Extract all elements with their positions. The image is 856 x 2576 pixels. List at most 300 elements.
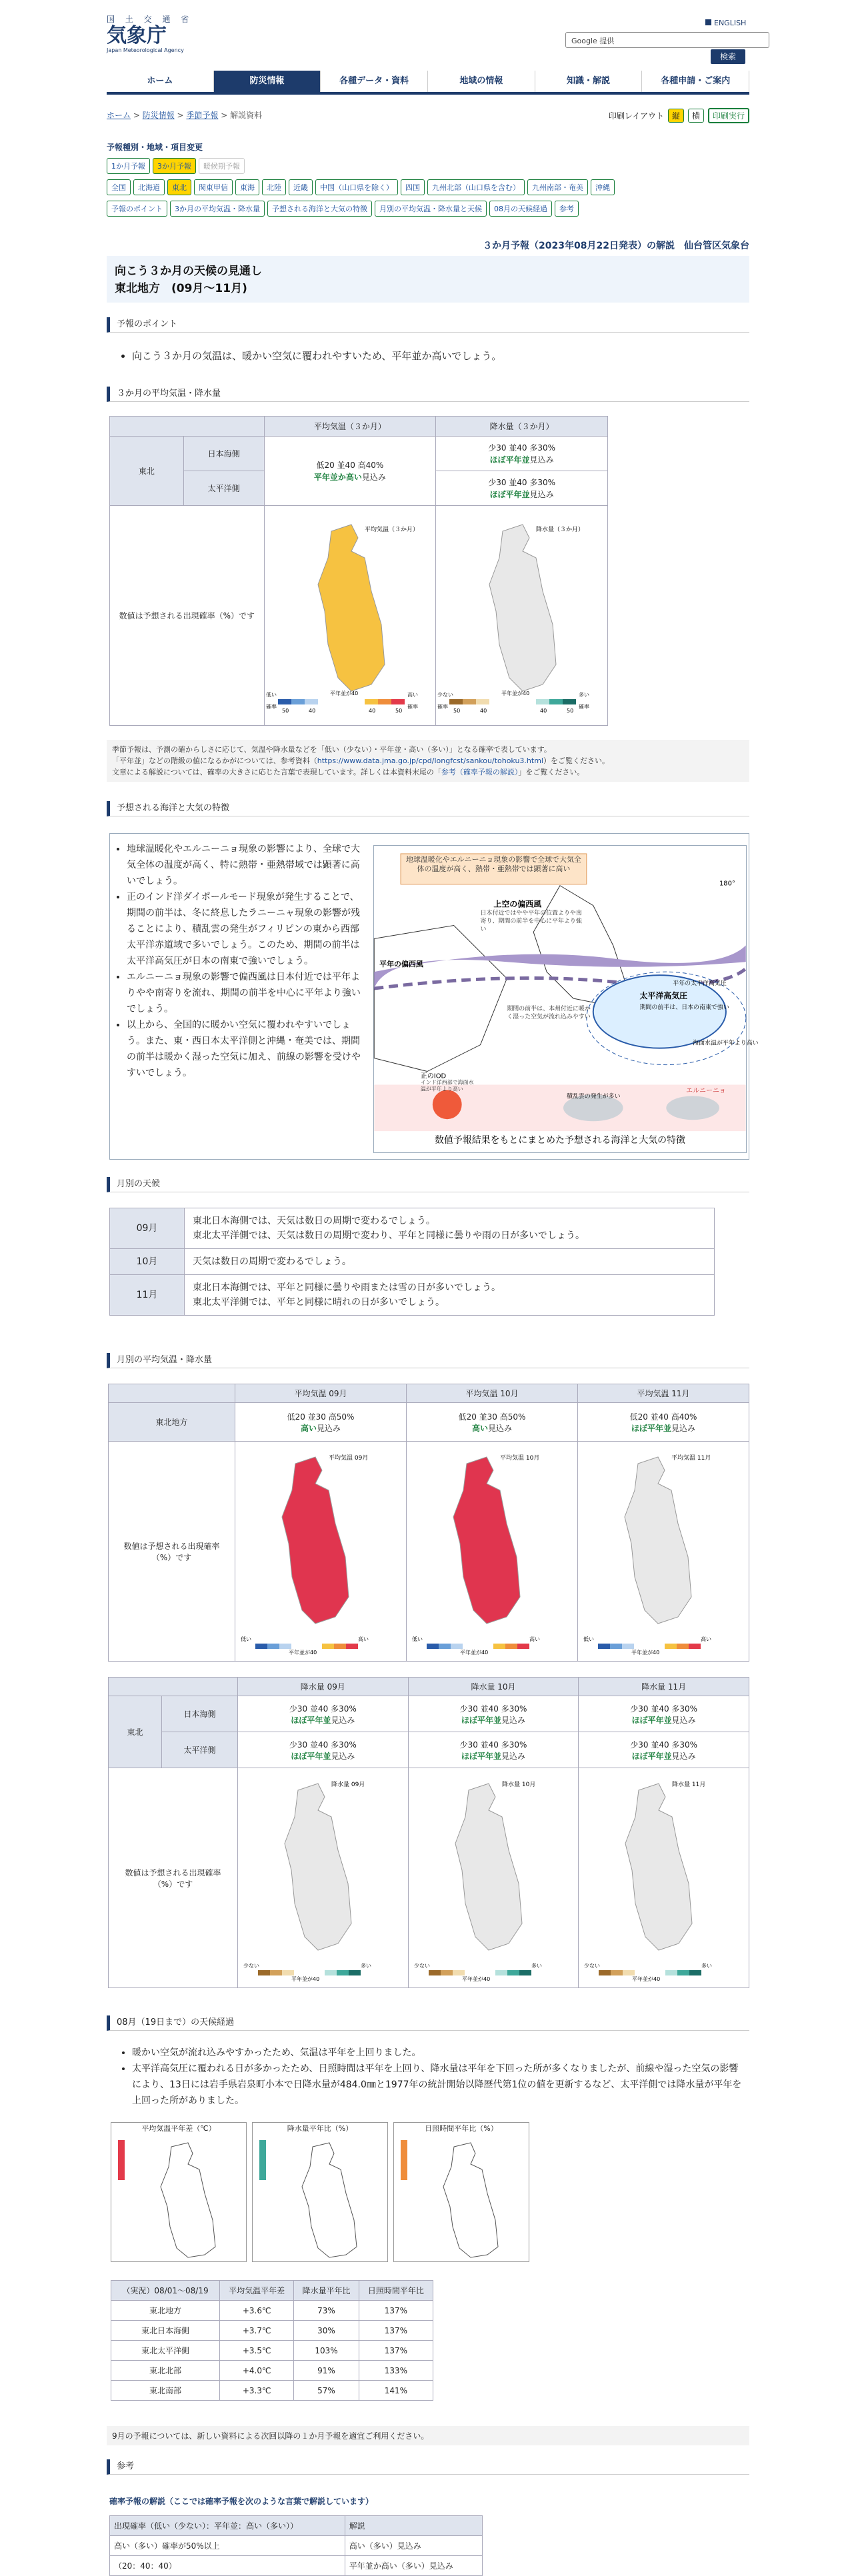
type-warm: 暖候期予報 bbox=[199, 158, 245, 174]
t3-cell bbox=[408, 1696, 579, 1732]
diagram-caption: 数値予報結果をもとにまとめた予想される海洋と大気の特徴 bbox=[435, 1135, 685, 1146]
t3-verdict: ほぼ平年並 bbox=[291, 1751, 331, 1761]
label-pacific-high: 太平洋高気圧 bbox=[639, 991, 688, 1001]
legend-num: 40 bbox=[480, 707, 487, 714]
t3-probs: 少30 並40 多30% bbox=[459, 1740, 527, 1750]
note-text: ）をご覧ください。 bbox=[543, 756, 609, 765]
table-row bbox=[111, 2341, 433, 2361]
legend-swatch bbox=[623, 1970, 635, 1975]
legend-swatch bbox=[427, 1644, 439, 1649]
t1-tail: 見込み bbox=[529, 489, 554, 499]
note-text: 」をご覧ください。 bbox=[518, 768, 585, 776]
month-cell: 09月 bbox=[110, 1208, 185, 1249]
sum-cell: 57% bbox=[294, 2381, 359, 2401]
month-desc bbox=[185, 1249, 715, 1275]
t3-map-cell bbox=[408, 1768, 579, 1988]
map-temp-11 bbox=[578, 1444, 725, 1657]
ref-cell: 平年並か高い（多い）見込み bbox=[345, 2556, 482, 2576]
selector-title: 予報種別・地域・項目変更 bbox=[107, 143, 203, 152]
desc-line: 東北日本海側では、平年と同様に曇りや雨または雪の日が多いでしょう。 bbox=[193, 1282, 501, 1293]
tohoku-region bbox=[285, 1784, 351, 1950]
legend-swatch bbox=[517, 1644, 529, 1649]
aug-temp-shape bbox=[111, 2133, 245, 2260]
nav-region[interactable]: 地域の情報 bbox=[428, 71, 535, 92]
t1-h-temp: 平均気温（３か月） bbox=[264, 417, 436, 437]
legend-swatch bbox=[549, 699, 563, 704]
table-row bbox=[111, 2381, 433, 2401]
ocean-item: • 以上から、全国的に暖かい空気に覆われやすいでしょう。また、東・西日本太平洋側と沖縄・奄美では、期間の前半は暖かく湿った空気に加え、前線の影響を受けやすいでしょう。 bbox=[127, 1017, 368, 1081]
legend-swatch bbox=[689, 1970, 701, 1975]
legend-swatch bbox=[325, 1970, 337, 1975]
legend-swatch bbox=[463, 699, 476, 704]
t2-verdict: 高い bbox=[300, 1423, 317, 1433]
legend-bar bbox=[401, 2140, 407, 2180]
region-chip[interactable]: 四国 bbox=[401, 179, 425, 195]
search-input[interactable]: Google 提供 bbox=[565, 32, 769, 48]
legend-prob: 確率 bbox=[407, 703, 418, 710]
legend-swatch bbox=[291, 699, 305, 704]
tohoku-region bbox=[625, 1784, 692, 1950]
t1-h-prec: 降水量（３か月） bbox=[436, 417, 608, 437]
desc-line: 天気は数日の周期で変わるでしょう。 bbox=[193, 1256, 351, 1267]
t1-prec-verdict: ほぼ平年並 bbox=[489, 455, 530, 465]
jma-logo[interactable] bbox=[107, 13, 193, 53]
site-header bbox=[0, 0, 856, 59]
region-chip[interactable]: 中国（山口県を除く） bbox=[315, 179, 398, 195]
t1-prec-cell bbox=[436, 437, 608, 471]
sum-cell: +4.0℃ bbox=[220, 2361, 294, 2381]
legend-normal: 平年並が40 bbox=[291, 1976, 320, 1982]
aug-prec-map bbox=[252, 2122, 388, 2262]
breadcrumb: ホーム > 防災情報 > 季節予報 > 解説資料 bbox=[107, 111, 263, 120]
doc-title: ３か月予報（2023年08月22日発表）の解説 仙台管区気象台 bbox=[107, 239, 749, 257]
map-title: 平均気温 09月 bbox=[329, 1455, 369, 1462]
legend-swatch bbox=[677, 1644, 689, 1649]
legend-high: 高い bbox=[358, 1636, 369, 1642]
ref-cell: （20：40：40） bbox=[110, 2556, 345, 2576]
legend-high: 高い bbox=[701, 1636, 711, 1642]
ref-link[interactable]: 参考（確率予報の解説） bbox=[441, 768, 519, 776]
aug-map-title: 日照時間平年比（%） bbox=[425, 2124, 498, 2133]
legend-swatch bbox=[611, 1970, 623, 1975]
tohoku-region bbox=[625, 1457, 691, 1624]
month-desc bbox=[185, 1275, 715, 1316]
legend-swatch bbox=[305, 699, 318, 704]
nav-disaster[interactable]: 防災情報 bbox=[214, 71, 321, 92]
tohoku-region bbox=[453, 1457, 520, 1624]
t1-tail: 見込み bbox=[529, 455, 554, 465]
legend-normal: 平年並が40 bbox=[460, 1650, 489, 1656]
search-button[interactable]: 検索 bbox=[711, 49, 745, 64]
map-title: 降水量 09月 bbox=[331, 1782, 365, 1788]
sum-cell: 東北地方 bbox=[111, 2301, 220, 2321]
legend-many: 多い bbox=[579, 691, 590, 698]
t3-header: 降水量 10月 bbox=[408, 1678, 579, 1696]
ref-table bbox=[109, 2515, 483, 2576]
legend-normal: 平年並が40 bbox=[501, 690, 530, 696]
legend-num: 50 bbox=[453, 707, 461, 714]
t2-probs: 低20 並30 高50% bbox=[458, 1412, 526, 1422]
legend-swatch bbox=[278, 699, 291, 704]
sum-cell: +3.6℃ bbox=[220, 2301, 294, 2321]
sum-cell: 133% bbox=[359, 2361, 433, 2381]
bc-home[interactable]: ホーム bbox=[107, 111, 131, 120]
t3-pac: 太平洋側 bbox=[162, 1732, 238, 1768]
item-chip[interactable]: 予報のポイント bbox=[107, 201, 167, 217]
note-text: 文章による解説については、確率の大きさに応じた言葉で表現しています。詳しくは本資料末尾の「 bbox=[112, 768, 441, 776]
t3-tail: 見込み bbox=[331, 1715, 355, 1725]
item-chip[interactable]: 参考 bbox=[555, 201, 579, 217]
aug-sun-map bbox=[393, 2122, 529, 2262]
point-item: • 向こう３か月の気温は、暖かい空気に覆われやすいため、平年並か高いでしょう。 bbox=[132, 348, 501, 364]
legend-swatch bbox=[689, 1644, 701, 1649]
month-desc bbox=[185, 1208, 715, 1249]
cumulus-cloud bbox=[666, 1096, 719, 1120]
legend-swatch bbox=[282, 1970, 294, 1975]
legend-swatch bbox=[536, 699, 549, 704]
legend-swatch bbox=[598, 1644, 610, 1649]
tohoku-outline bbox=[302, 2143, 357, 2257]
t1-corner bbox=[110, 417, 265, 437]
t3-tail: 見込み bbox=[331, 1751, 355, 1761]
map-title: 平均気温 11月 bbox=[671, 1455, 711, 1462]
ocean-list bbox=[115, 841, 368, 1081]
legend-swatch bbox=[391, 699, 405, 704]
bc-seasonal[interactable]: 季節予報 bbox=[186, 111, 219, 120]
legend-high: 高い bbox=[529, 1636, 540, 1642]
legend-normal: 平年並が40 bbox=[632, 1976, 661, 1982]
ref-cell: 高い（多い）見込み bbox=[345, 2536, 482, 2556]
tohoku-region bbox=[318, 525, 385, 691]
nav-data[interactable]: 各種データ・資料 bbox=[321, 71, 428, 92]
legend-num: 50 bbox=[567, 707, 574, 714]
legend-few: 少ない bbox=[584, 1963, 601, 1969]
t2-map-cell bbox=[235, 1442, 407, 1662]
t2-header: 平均気温 11月 bbox=[578, 1384, 749, 1403]
monthly-prec-table bbox=[108, 1677, 749, 1988]
legend-few: 少ない bbox=[243, 1963, 259, 1969]
item-chip[interactable]: 予想される海洋と大気の特徴 bbox=[267, 201, 372, 217]
legend-swatch bbox=[439, 1644, 451, 1649]
t1-temp-verdict: 平年並か高い bbox=[313, 472, 362, 482]
print-button[interactable]: 印刷実行 bbox=[708, 108, 749, 123]
t3-corner bbox=[109, 1678, 238, 1696]
region-chip[interactable]: 東海 bbox=[235, 179, 259, 195]
sum-cell: 91% bbox=[294, 2361, 359, 2381]
legend-many: 多い bbox=[701, 1963, 713, 1969]
region-chip[interactable]: 沖縄 bbox=[591, 179, 615, 195]
t3-verdict: ほぼ平年並 bbox=[631, 1751, 672, 1761]
desc-line: 東北太平洋側では、天気は数日の周期で変わり、平年と同様に曇りや雨の日が多いでしょう。 bbox=[193, 1230, 585, 1241]
section-ocean: 予想される海洋と大気の特徴 bbox=[107, 801, 749, 816]
ref-header: 出現確率（低い（少ない）：平年並：高い（多い）） bbox=[110, 2516, 345, 2536]
month-cell: 10月 bbox=[110, 1249, 185, 1275]
t2-probs: 低20 並40 高40% bbox=[629, 1412, 697, 1422]
t2-probs: 低20 並30 高50% bbox=[287, 1412, 355, 1422]
note-line: 季節予報は、予測の確からしさに応じて、気温や降水量などを「低い（少ない）・平年並・高い（多い）」となる確率で表しています。 bbox=[112, 745, 551, 754]
forecast-title bbox=[107, 256, 749, 303]
legend-swatch bbox=[441, 1970, 453, 1975]
tohoku-region bbox=[282, 1457, 349, 1624]
label-jet: 平年の偏西風 bbox=[379, 960, 423, 969]
print-portrait[interactable]: 縦 bbox=[668, 109, 684, 123]
legend-low: 低い bbox=[265, 691, 277, 698]
legend-swatch bbox=[346, 1644, 358, 1649]
legend-swatch bbox=[507, 1970, 519, 1975]
legend-num: 40 bbox=[308, 707, 315, 714]
t2-prob-label: 数値は予想される出現確率（%）です bbox=[109, 1442, 235, 1662]
tohoku-map-prec bbox=[436, 511, 596, 718]
legend-num: 40 bbox=[540, 707, 547, 714]
t1-prec-verdict: ほぼ平年並 bbox=[489, 489, 530, 499]
summary-table bbox=[111, 2280, 433, 2401]
t2-verdict: ほぼ平年並 bbox=[631, 1423, 671, 1433]
legend-swatch bbox=[665, 1970, 677, 1975]
t2-cell bbox=[578, 1403, 749, 1442]
legend-swatch bbox=[495, 1970, 507, 1975]
sum-cell: 137% bbox=[359, 2341, 433, 2361]
type-3month[interactable]: 3か月予報 bbox=[153, 158, 196, 174]
sum-header: 日照時間平年比 bbox=[359, 2281, 433, 2301]
map-prec-09 bbox=[238, 1770, 385, 1983]
aug-map-title: 降水量平年比（%） bbox=[287, 2124, 353, 2133]
bc-disaster[interactable]: 防災情報 bbox=[142, 111, 175, 120]
monthly-temp-table bbox=[108, 1384, 749, 1662]
item-chip[interactable]: 3か月の平均気温・降水量 bbox=[170, 201, 265, 217]
t2-region: 東北地方 bbox=[109, 1403, 235, 1442]
legend-normal: 平年並が40 bbox=[631, 1650, 660, 1656]
legend-prob: 確率 bbox=[437, 703, 449, 710]
legend-swatch bbox=[258, 1970, 270, 1975]
t3-tail: 見込み bbox=[501, 1751, 525, 1761]
legend-high: 高い bbox=[407, 691, 418, 698]
t2-tail: 見込み bbox=[671, 1423, 696, 1433]
item-row bbox=[107, 201, 749, 217]
sum-header: （実況）08/01〜08/19 bbox=[111, 2281, 220, 2301]
monthly-weather-table bbox=[109, 1208, 715, 1316]
legend-swatch bbox=[665, 1644, 677, 1649]
label-upper-jet: 上空の偏西風 bbox=[493, 899, 542, 909]
map-title: 平均気温（３か月） bbox=[364, 526, 419, 533]
legend-swatch bbox=[610, 1644, 622, 1649]
section-august: 08月（19日まで）の天候経過 bbox=[107, 2015, 749, 2031]
sum-header: 降水量平年比 bbox=[294, 2281, 359, 2301]
sankou-link[interactable]: https://www.data.jma.go.jp/cpd/longfcst/sankou/tohoku3.html bbox=[317, 756, 543, 765]
legend-low: 低い bbox=[241, 1636, 251, 1642]
t2-header: 平均気温 10月 bbox=[407, 1384, 578, 1403]
bc-current: 解説資料 bbox=[230, 111, 263, 120]
legend-swatch bbox=[322, 1644, 334, 1649]
t2-cell bbox=[235, 1403, 407, 1442]
ref-header: 解説 bbox=[345, 2516, 482, 2536]
map-title: 降水量（３か月） bbox=[536, 526, 585, 533]
region-chip[interactable]: 関東甲信 bbox=[194, 179, 233, 195]
nav-apply[interactable]: 各種申請・ご案内 bbox=[642, 71, 749, 92]
t3-probs: 少30 並40 多30% bbox=[289, 1704, 357, 1714]
item-chip[interactable]: 08月の天候経過 bbox=[489, 201, 552, 217]
sum-cell: +3.7℃ bbox=[220, 2321, 294, 2341]
region-row bbox=[107, 179, 749, 195]
t3-header: 降水量 09月 bbox=[238, 1678, 409, 1696]
legend-swatch bbox=[279, 1644, 291, 1649]
sum-cell: +3.5℃ bbox=[220, 2341, 294, 2361]
t2-map-cell bbox=[578, 1442, 749, 1662]
sum-cell: 東北北部 bbox=[111, 2361, 220, 2381]
legend-low: 低い bbox=[583, 1636, 594, 1642]
map-title: 降水量 10月 bbox=[501, 1782, 535, 1788]
ocean-item: • 正のインド洋ダイポールモード現象が発生することで、期間の前半は、冬に終息したラニーニャ現象の影響が残ることにより、積乱雲の発生がフィリピンの東から西部太平洋赤道域で多いでしょう。このため、期間の前半は太平洋高気圧が日本の南東で強いでしょう。 bbox=[127, 889, 368, 969]
nav-knowledge[interactable]: 知識・解説 bbox=[535, 71, 643, 92]
t3-map-cell bbox=[579, 1768, 749, 1988]
legend-swatch bbox=[334, 1644, 346, 1649]
type-1month[interactable]: 1か月予報 bbox=[107, 158, 150, 174]
sum-cell: 73% bbox=[294, 2301, 359, 2321]
nav-home[interactable]: ホーム bbox=[107, 71, 214, 92]
t2-tail: 見込み bbox=[317, 1423, 341, 1433]
legend-bar bbox=[259, 2140, 266, 2180]
legend-num: 40 bbox=[368, 707, 375, 714]
legend-prob: 確率 bbox=[265, 703, 277, 710]
forecast-title-line1: 向こう３か月の天候の見通し bbox=[115, 265, 262, 278]
t3-verdict: ほぼ平年並 bbox=[631, 1715, 672, 1725]
desc-line: 東北日本海側では、天気は数日の周期で変わるでしょう。 bbox=[193, 1216, 435, 1226]
legend-swatch bbox=[365, 699, 378, 704]
sum-cell: 東北南部 bbox=[111, 2381, 220, 2401]
english-link[interactable]: ENGLISH bbox=[705, 19, 746, 27]
tohoku-region bbox=[455, 1784, 522, 1950]
t3-prob-label: 数値は予想される出現確率（%）です bbox=[109, 1768, 238, 1988]
note-box-text: 地球温暖化やエルニーニョ現象の影響で全球で大気全体の温度が高く、熱帯・亜熱帯では顕著に高い bbox=[406, 854, 581, 873]
table-row bbox=[111, 2321, 433, 2341]
region-chip[interactable]: 北陸 bbox=[262, 179, 286, 195]
print-controls bbox=[609, 108, 749, 123]
legend-swatch bbox=[599, 1970, 611, 1975]
legend-prob: 確率 bbox=[579, 703, 590, 710]
legend-normal: 平年並が40 bbox=[289, 1650, 317, 1656]
selector bbox=[107, 141, 749, 222]
label-sst: 海面水温が平年より高い bbox=[693, 1040, 759, 1047]
agency-name: 気象庁 bbox=[107, 24, 167, 47]
label-front: 期間の前半は、本州付近に暖かく湿った空気が流れ込みやすい bbox=[507, 1005, 591, 1020]
note-text: 「平年並」などの階級の値になるかがについては、参考資料（ bbox=[112, 756, 317, 765]
t1-temp-probs: 低20 並40 高40% bbox=[316, 460, 384, 470]
sep-note: 9月の予報については、新しい資料による次回以降の１か月予報を適宜ご利用ください。 bbox=[107, 2426, 749, 2445]
aug-map-title: 平均気温平年差（℃） bbox=[141, 2124, 216, 2133]
legend-swatch bbox=[449, 699, 463, 704]
t1-prec-cell-2 bbox=[436, 471, 608, 506]
legend-num: 50 bbox=[395, 707, 402, 714]
t3-cell bbox=[579, 1732, 749, 1768]
legend-few: 少ない bbox=[413, 1963, 430, 1969]
label-enso: エルニーニョ bbox=[686, 1087, 726, 1095]
t3-tail: 見込み bbox=[501, 1715, 525, 1725]
t3-region: 東北 bbox=[109, 1696, 162, 1768]
t3-tail: 見込み bbox=[671, 1715, 696, 1725]
region-chip[interactable]: 北海道 bbox=[133, 179, 165, 195]
label-pacific-normal: 平年の太平洋高気圧 bbox=[673, 980, 727, 988]
t3-cell bbox=[579, 1696, 749, 1732]
t3-header: 降水量 11月 bbox=[579, 1678, 749, 1696]
type-row bbox=[107, 158, 749, 174]
map-temp-10 bbox=[407, 1444, 553, 1657]
tohoku-outline bbox=[443, 2143, 498, 2257]
legend-normal: 平年並が40 bbox=[329, 690, 358, 696]
aug-item: • 暖かい空気が流れ込みやすかったため、気温は平年を上回りました。 bbox=[132, 2045, 747, 2061]
sum-header: 平均気温平年差 bbox=[220, 2281, 294, 2301]
t3-cell bbox=[238, 1696, 409, 1732]
aug-item: • 太平洋高気圧に覆われる日が多かったため、日照時間は平年を上回り、降水量は平年を下回った所が多くなりましたが、前線や湿った空気の影響により、13日には岩手県岩泉町小本で日降水量が484.0㎜と1977年の統計開始以降歴代第1位の値を更新するなど、太平洋側では降水量が平年を上回った所がありました。 bbox=[132, 2061, 747, 2109]
t3-probs: 少30 並40 多30% bbox=[630, 1704, 698, 1714]
legend-swatch bbox=[519, 1970, 531, 1975]
t1-pac: 太平洋側 bbox=[183, 471, 264, 506]
ministry-name: 国 土 交 通 省 bbox=[107, 15, 193, 24]
legend-many: 多い bbox=[361, 1963, 371, 1969]
map-prec-11 bbox=[579, 1770, 725, 1983]
t2-corner bbox=[109, 1384, 235, 1403]
legend-swatch bbox=[453, 1970, 465, 1975]
august-maps bbox=[111, 2122, 529, 2262]
region-chip[interactable]: 九州北部（山口県を含む） bbox=[427, 179, 525, 195]
legend-many: 多い bbox=[531, 1963, 542, 1969]
t3-verdict: ほぼ平年並 bbox=[291, 1715, 331, 1725]
sum-cell: 137% bbox=[359, 2301, 433, 2321]
region-chip[interactable]: 近畿 bbox=[289, 179, 313, 195]
sum-cell: 103% bbox=[294, 2341, 359, 2361]
three-month-table bbox=[109, 416, 608, 726]
print-landscape[interactable]: 横 bbox=[688, 109, 704, 123]
table-row bbox=[111, 2361, 433, 2381]
aug-sun-shape bbox=[394, 2133, 527, 2260]
global-nav bbox=[107, 71, 749, 95]
legend-normal: 平年並が40 bbox=[461, 1976, 490, 1982]
section-point: 予報のポイント bbox=[107, 317, 749, 333]
t1-tail: 見込み bbox=[361, 472, 386, 482]
legend-swatch bbox=[267, 1644, 279, 1649]
region-chip[interactable]: 東北 bbox=[167, 179, 191, 195]
tohoku-map-temp bbox=[265, 511, 425, 718]
legend-swatch bbox=[622, 1644, 634, 1649]
map-prec-10 bbox=[409, 1770, 555, 1983]
region-chip[interactable]: 九州南部・奄美 bbox=[527, 179, 588, 195]
month-cell: 11月 bbox=[110, 1275, 185, 1316]
label-upper-jet-sub: 日本付近ではやや平年の位置よりや南寄り、期間の前半を中心に平年より強い bbox=[480, 910, 582, 933]
t3-tail: 見込み bbox=[671, 1751, 696, 1761]
legend-swatch bbox=[476, 699, 489, 704]
forecast-title-line2: 東北地方 (09月〜11月) bbox=[115, 282, 247, 295]
legend-swatch bbox=[677, 1970, 689, 1975]
agency-en: Japan Meteorological Agency bbox=[107, 47, 184, 53]
region-chip[interactable]: 全国 bbox=[107, 179, 131, 195]
item-chip[interactable]: 月別の平均気温・降水量と天候 bbox=[375, 201, 487, 217]
t3-probs: 少30 並40 多30% bbox=[630, 1740, 698, 1750]
legend-bar bbox=[118, 2140, 125, 2180]
t3-probs: 少30 並40 多30% bbox=[459, 1704, 527, 1714]
legend-swatch bbox=[429, 1970, 441, 1975]
table-row bbox=[111, 2301, 433, 2321]
label-pacific-sub: 期間の前半は、日本の南東で強い bbox=[639, 1004, 729, 1011]
august-list bbox=[120, 2045, 747, 2109]
legend-low: 低い bbox=[412, 1636, 423, 1642]
sum-cell: 141% bbox=[359, 2381, 433, 2401]
t2-map-cell bbox=[407, 1442, 578, 1662]
sum-cell: 東北日本海側 bbox=[111, 2321, 220, 2341]
tohoku-outline bbox=[161, 2143, 215, 2257]
legend-swatch bbox=[563, 699, 576, 704]
map-title: 平均気温 10月 bbox=[500, 1455, 540, 1462]
legend-swatch bbox=[349, 1970, 361, 1975]
point-list bbox=[120, 348, 501, 364]
map-temp-09 bbox=[235, 1444, 382, 1657]
